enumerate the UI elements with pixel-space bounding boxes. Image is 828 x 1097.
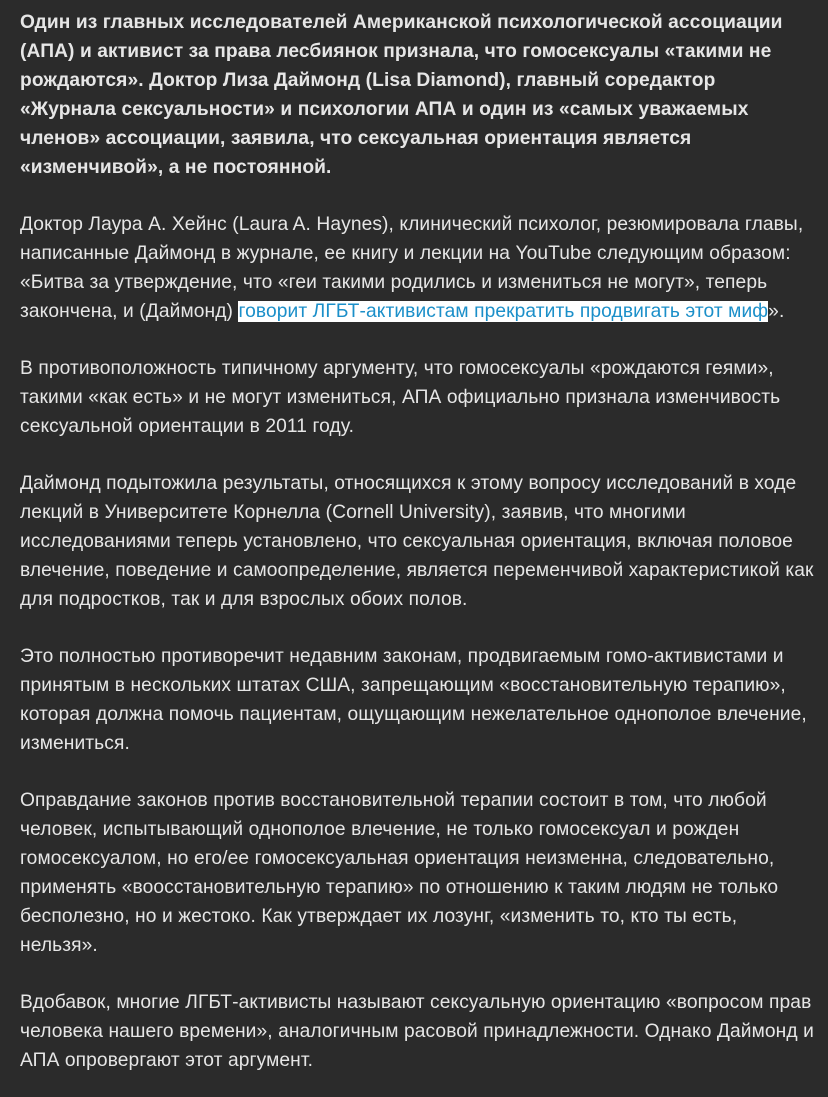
- human-rights-paragraph: Вдобавок, многие ЛГБТ-активисты называют сексуальную ориентацию «вопросом прав человека нашего времени», аналогичным расовой принадлежности. Однако Даймонд и АПА опровергают этот аргумент.: [20, 992, 814, 1071]
- stop-myth-link[interactable]: говорит ЛГБТ-активистам прекратить продвигать этот миф: [238, 301, 769, 322]
- state-laws-paragraph: Это полностью противоречит недавним законам, продвигаемым гомо-активистами и принятым в нескольких штатах США, запрещающим «восстановительную терапию», которая должна помочь пациентам, ощущающим нежелательное однополое влечение, измениться.: [20, 646, 807, 754]
- lead-paragraph: Один из главных исследователей Американской психологической ассоциации (АПА) и активист за права лесбиянок признала, что гомосексуалы «такими не рождаются». Доктор Лиза Даймонд (Lisa Diamond), главный соредактор «Журнала сексуальности» и психологии АПА и один из «самых уважаемых членов» ассоциации, заявила, что сексуальная ориентация является «изменчивой», а не постоянной.: [20, 12, 783, 178]
- cornell-lectures-paragraph: Даймонд подытожила результаты, относящихся к этому вопросу исследований в ходе лекций в Университете Корнелла (Cornell University), заявив, что многими исследованиями теперь установлено, что сексуальная ориентация, включая половое влечение, поведение и самоопределение, является переменчивой характеристикой как для подростков, так и для взрослых обоих полов.: [20, 473, 814, 610]
- laws-justification-paragraph: Оправдание законов против восстановительной терапии состоит в том, что любой человек, испытывающий однополое влечение, не только гомосексуал и рожден гомосексуалом, но его/ее гомосексуальная ориентация неизменна, следовательно, применять «воосстановительную терапию» по отношению к таким людям не только бесполезно, но и жестоко. Как утверждает их лозунг, «изменить то, кто ты есть, нельзя».: [20, 790, 779, 956]
- haynes-paragraph: [20, 210, 814, 326]
- haynes-paragraph-text: Доктор Лаура А. Хейнс (Laura A. Haynes), клинический психолог, резюмировала главы, написанные Даймонд в журнале, ее книгу и лекции на YouTube следующим образом: «Битва за утверждение, что «геи такими родились и измениться не могут», теперь закончена, и (Даймонд): [20, 214, 804, 322]
- haynes-paragraph-closing: ».: [768, 301, 785, 322]
- apa-recognition-paragraph: В противоположность типичному аргументу, что гомосексуалы «рождаются геями», такими «как есть» и не могут измениться, АПА официально признала изменчивость сексуальной ориентации в 2011 году.: [20, 358, 781, 437]
